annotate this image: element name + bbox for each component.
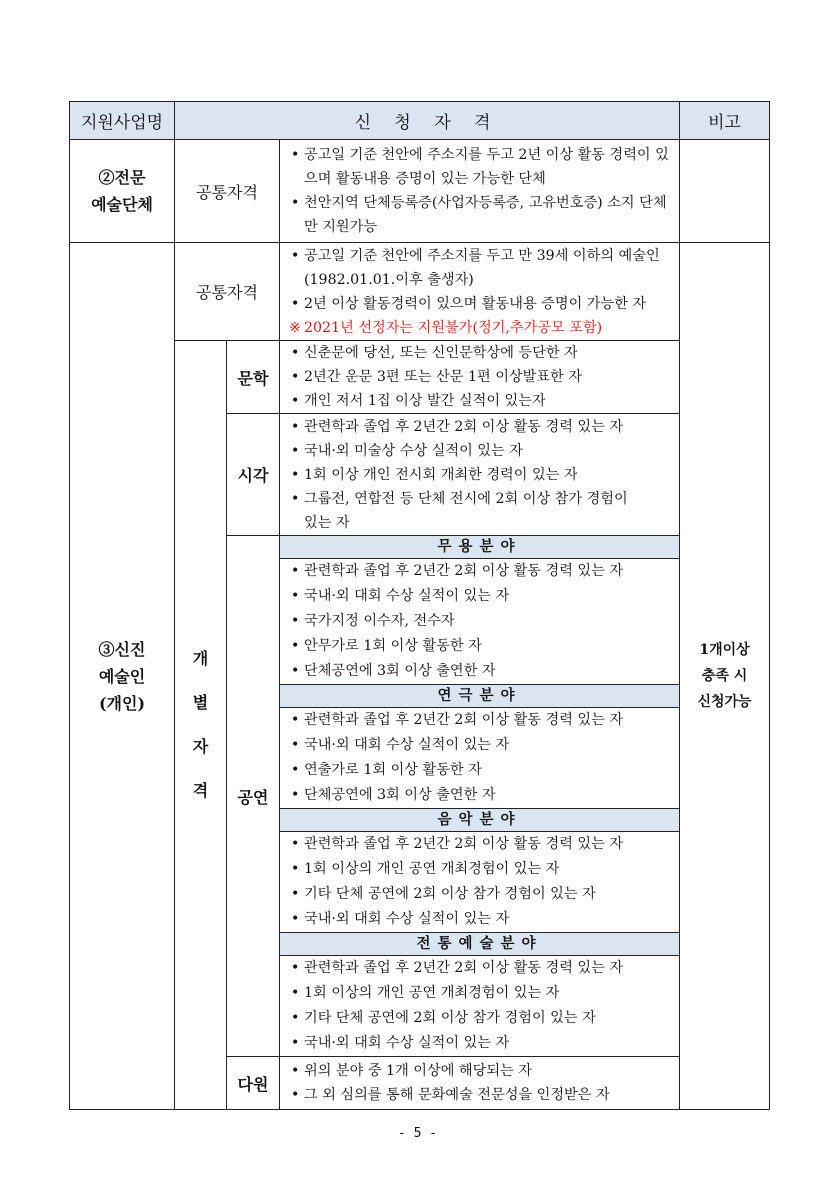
table-header-row xyxy=(70,102,770,140)
header-eligibility: 신 청 자 격 xyxy=(175,102,680,140)
field-list-literature xyxy=(280,341,680,414)
list-item: • 관련학과 졸업 후 2년간 2회 이상 활동 경력 있는 자 xyxy=(304,415,671,439)
list-item: • 1회 이상의 개인 공연 개최경험이 있는 자 xyxy=(304,857,671,882)
program-name-professional-groups: ②전문 예술단체 xyxy=(70,140,175,243)
list-item: • 2년 이상 활동경력이 있으며 활동내용 증명이 가능한 자 xyxy=(304,292,671,316)
list-item: • 관련학과 졸업 후 2년간 2회 이상 활동 경력 있는 자 xyxy=(304,559,671,584)
list-item: • 관련학과 졸업 후 2년간 2회 이상 활동 경력 있는 자 xyxy=(304,956,671,981)
list-item: • 단체공연에 3회 이상 출연한 자 xyxy=(304,659,671,684)
list-item: • 관련학과 졸업 후 2년간 2회 이상 활동 경력 있는 자 xyxy=(304,708,671,733)
list-item: • 연출가로 1회 이상 활동한 자 xyxy=(304,758,671,783)
list-item: • 국내·외 대회 수상 실적이 있는 자 xyxy=(304,584,671,609)
remark-cell: 1개이상 충족 시 신청가능 xyxy=(680,243,770,1110)
list-item: • 국내·외 미술상 수상 실적이 있는 자 xyxy=(304,439,671,463)
field-label-visual: 시각 xyxy=(227,414,280,536)
list-item: • 안무가로 1회 이상 활동한 자 xyxy=(304,634,671,659)
eligibility-table xyxy=(69,101,770,1110)
program-name-emerging-artists: ③신진 예술인 (개인) xyxy=(70,243,175,1110)
field-label-literature: 문학 xyxy=(227,341,280,414)
field-row-literature xyxy=(70,341,770,414)
section-professional-groups xyxy=(70,140,770,243)
header-remarks: 비고 xyxy=(680,102,770,140)
field-list-visual xyxy=(280,414,680,536)
genre-header-traditional: 전통예술분야 xyxy=(280,933,679,956)
list-item: • 공고일 기준 천안에 주소지를 두고 2년 이상 활동 경력이 있으며 활동내용 증명이 있는 가능한 단체 xyxy=(304,143,671,191)
list-item: • 기타 단체 공연에 2회 이상 참가 경험이 있는 자 xyxy=(304,882,671,907)
field-label-multidisciplinary: 다원 xyxy=(227,1057,280,1110)
common-qualification-list xyxy=(280,140,680,243)
genre-header-theater: 연극분야 xyxy=(280,685,679,708)
list-item: • 국내·외 대회 수상 실적이 있는 자 xyxy=(304,733,671,758)
list-item: • 위의 분야 중 1개 이상에 해당되는 자 xyxy=(304,1059,671,1083)
genre-header-dance: 무용분야 xyxy=(280,536,679,559)
individual-qualification-label: 개 별 자 격 xyxy=(175,341,227,1110)
section-emerging-artists-common xyxy=(70,243,770,341)
field-list-performance xyxy=(280,536,680,1057)
field-label-performance: 공연 xyxy=(227,536,280,1057)
common-qualification-label: 공통자격 xyxy=(175,140,280,243)
field-list-multidisciplinary xyxy=(280,1057,680,1110)
list-item: • 국가지정 이수자, 전수자 xyxy=(304,609,671,634)
list-item: • 2년간 운문 3편 또는 산문 1편 이상발표한 자 xyxy=(304,365,671,389)
remark-cell-empty xyxy=(680,140,770,243)
list-item: • 관련학과 졸업 후 2년간 2회 이상 활동 경력 있는 자 xyxy=(304,832,671,857)
page-number: - 5 - xyxy=(397,1126,438,1141)
genre-header-music: 음악분야 xyxy=(280,809,679,832)
common-qualification-list xyxy=(280,243,680,341)
list-item: • 공고일 기준 천안에 주소지를 두고 만 39세 이하의 예술인(1982.01.01.이후 출생자) xyxy=(304,244,671,292)
list-item: • 기타 단체 공연에 2회 이상 참가 경험이 있는 자 xyxy=(304,1006,671,1031)
list-item: • 국내·외 대회 수상 실적이 있는 자 xyxy=(304,1031,671,1056)
header-program-name: 지원사업명 xyxy=(70,102,175,140)
list-item: • 1회 이상의 개인 공연 개최경험이 있는 자 xyxy=(304,981,671,1006)
common-qualification-label: 공통자격 xyxy=(175,243,280,341)
list-item: • 천안지역 단체등록증(사업자등록증, 고유번호증) 소지 단체만 지원가능 xyxy=(304,191,671,239)
list-item: • 그 외 심의를 통해 문화예술 전문성을 인정받은 자 xyxy=(304,1083,671,1107)
notice-line: ※ 2021년 선정자는 지원불가(정기,추가공모 포함) xyxy=(289,319,603,336)
list-item: • 신춘문에 당선, 또는 신인문학상에 등단한 자 xyxy=(304,341,671,365)
list-item: • 국내·외 대회 수상 실적이 있는 자 xyxy=(304,907,671,932)
list-item: • 단체공연에 3회 이상 출연한 자 xyxy=(304,783,671,808)
list-item: • 개인 저서 1집 이상 발간 실적이 있는자 xyxy=(304,389,671,413)
list-item: • 1회 이상 개인 전시회 개최한 경력이 있는 자 xyxy=(304,463,671,487)
list-item: • 그룹전, 연합전 등 단체 전시에 2회 이상 참가 경험이 있는 자 xyxy=(304,487,671,535)
